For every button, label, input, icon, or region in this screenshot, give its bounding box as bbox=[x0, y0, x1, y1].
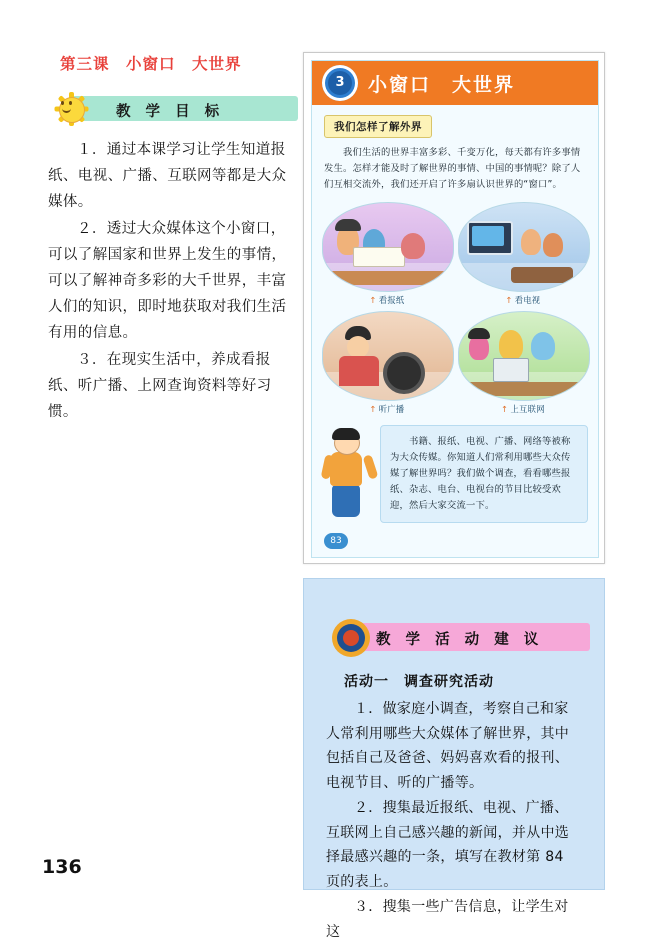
boy-mascot-icon bbox=[322, 431, 376, 519]
question-badge: 我们怎样了解外界 bbox=[324, 115, 432, 138]
lesson-number-badge bbox=[322, 65, 358, 101]
activity-banner-label: 教 学 活 动 建 议 bbox=[376, 632, 544, 648]
textbook-header bbox=[312, 61, 598, 105]
photo-cell bbox=[458, 202, 588, 306]
photo-watching-tv bbox=[458, 202, 590, 292]
activity-banner bbox=[318, 621, 590, 655]
caption-arrow-icon: ↑ bbox=[505, 294, 513, 305]
objective-item: １．通过本课学习让学生知道报纸、电视、广播、互联网等都是大众媒体。 bbox=[48, 142, 287, 210]
textbook-page-panel bbox=[303, 52, 605, 564]
textbook-page-inner bbox=[311, 60, 599, 558]
photo-cell bbox=[322, 202, 452, 306]
objective-item: ２．透过大众媒体这个小窗口，可以了解国家和世界上发生的事情，可以了解神奇多彩的大千世界，丰富人们的知识，即时地获取对我们生活有用的信息。 bbox=[48, 221, 287, 341]
photo-reading-newspaper bbox=[322, 202, 454, 292]
left-column bbox=[48, 52, 298, 428]
photo-caption: ↑ 看电视 bbox=[505, 294, 541, 305]
lesson-number: 3 bbox=[328, 71, 352, 95]
textbook-bottom-section bbox=[322, 425, 588, 523]
teaching-objectives-banner bbox=[48, 92, 298, 124]
photo-cell bbox=[322, 311, 452, 415]
activity-item: ２．搜集最近报纸、电视、广播、互联网上自己感兴趣的新闻，并从中选择最感兴趣的一条，填写在教材第 84 页的表上。 bbox=[326, 800, 570, 890]
caption-arrow-icon: ↑ bbox=[501, 403, 509, 414]
objectives-list bbox=[48, 138, 298, 426]
activity-item: ３．搜集一些广告信息，让学生对这 bbox=[326, 899, 569, 940]
sun-icon bbox=[54, 92, 88, 126]
photo-using-internet bbox=[458, 311, 590, 401]
activity-body bbox=[326, 671, 582, 944]
page-folio: 136 bbox=[42, 856, 82, 878]
caption-arrow-icon: ↑ bbox=[369, 403, 377, 414]
textbook-page-number: 83 bbox=[324, 533, 348, 549]
activity-item: １．做家庭小调查，考察自己和家人常利用哪些大众媒体了解世界，其中包括自己及爸爸、妈妈喜欢看的报刊、电视节目、听的广播等。 bbox=[326, 701, 570, 791]
photo-cell bbox=[458, 311, 588, 415]
medal-icon bbox=[332, 619, 370, 657]
photo-grid bbox=[322, 202, 588, 415]
photo-caption: ↑ 听广播 bbox=[369, 403, 405, 414]
activity-suggestions-panel bbox=[303, 578, 605, 940]
photo-caption: ↑ 看报纸 bbox=[369, 294, 405, 305]
lesson-title: 第三课 小窗口 大世界 bbox=[60, 55, 242, 73]
textbook-discussion-text: 书籍、报纸、电视、广播、网络等被称为大众传媒。你知道人们常利用哪些大众传媒了解世界吗？我们做个调查，看看哪些报纸、杂志、电台、电视台的节目比较受欢迎，然后大家交流一下。 bbox=[380, 425, 588, 523]
objective-item: ３．在现实生活中，养成看报纸、听广播、上网查询资料等好习惯。 bbox=[48, 352, 272, 420]
textbook-title: 小窗口 大世界 bbox=[368, 74, 516, 96]
teaching-objectives-label: 教 学 目 标 bbox=[116, 104, 225, 120]
photo-caption: ↑ 上互联网 bbox=[501, 403, 545, 414]
textbook-intro-paragraph: 我们生活的世界丰富多彩、千变万化，每天都有许多事情发生。怎样才能及时了解世界的事情、中国的事情呢？除了人们互相交流外，我们还开启了许多扇认识世界的“窗口”。 bbox=[324, 147, 581, 190]
caption-arrow-icon: ↑ bbox=[369, 294, 377, 305]
photo-listening-radio bbox=[322, 311, 454, 401]
activity-subtitle: 活动一 调查研究活动 bbox=[344, 674, 494, 690]
